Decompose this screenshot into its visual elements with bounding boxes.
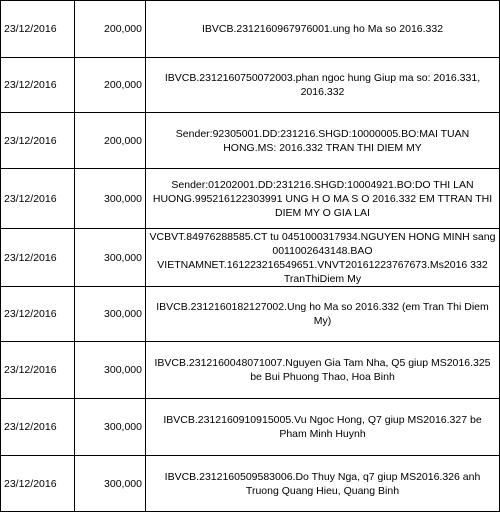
row-date: 23/12/2016 — [1, 169, 75, 229]
row-date: 23/12/2016 — [1, 342, 75, 399]
table-row — [1, 342, 500, 399]
table-row — [1, 58, 500, 113]
row-amount: 300,000 — [75, 169, 146, 229]
row-description: IBVCB.2312160750072003.phan ngoc hung Giup ma so: 2016.331, 2016.332 — [146, 58, 500, 113]
row-date: 23/12/2016 — [1, 113, 75, 169]
row-description: IBVCB.2312160910915005.Vu Ngoc Hong, Q7 giup MS2016.327 be Pham Minh Huynh — [146, 399, 500, 456]
table-row — [1, 456, 500, 512]
table-row — [1, 229, 500, 287]
row-date: 23/12/2016 — [1, 229, 75, 287]
row-date: 23/12/2016 — [1, 287, 75, 342]
table-row — [1, 1, 500, 58]
row-description: IBVCB.2312160967976001.ung ho Ma so 2016.332 — [146, 1, 500, 58]
row-amount: 300,000 — [75, 456, 146, 512]
table-row — [1, 287, 500, 342]
row-description: VCBVT.84976288585.CT tu 0451000317934.NGUYEN HONG MINH sang 0011002643148.BAO VIETNAMNET.161223216549651.VNVT20161223767673.Ms2016 332 TranThiDiem My — [146, 229, 500, 287]
table-row — [1, 113, 500, 169]
row-description: Sender:92305001.DD:231216.SHGD:10000005.BO:MAI TUAN HONG.MS: 2016.332 TRAN THI DIEM MY — [146, 113, 500, 169]
row-amount: 300,000 — [75, 229, 146, 287]
row-description: Sender:01202001.DD:231216.SHGD:10004921.BO:DO THI LAN HUONG.995216122303991 UNG H O MA S O 2016.332 EM TTRAN THI DIEM MY O GIA LAI — [146, 169, 500, 229]
row-amount: 200,000 — [75, 58, 146, 113]
row-description: IBVCB.2312160048071007.Nguyen Gia Tam Nha, Q5 giup MS2016.325 be Bui Phuong Thao, Hoa Binh — [146, 342, 500, 399]
row-amount: 300,000 — [75, 287, 146, 342]
table-row — [1, 169, 500, 229]
row-date: 23/12/2016 — [1, 399, 75, 456]
row-description: IBVCB.2312160182127002.Ung ho Ma so 2016.332 (em Tran Thi Diem My) — [146, 287, 500, 342]
row-date: 23/12/2016 — [1, 58, 75, 113]
row-date: 23/12/2016 — [1, 1, 75, 58]
row-amount: 200,000 — [75, 113, 146, 169]
row-description: IBVCB.2312160509583006.Do Thuy Nga, q7 giup MS2016.326 anh Truong Quang Hieu, Quang Binh — [146, 456, 500, 512]
row-amount: 300,000 — [75, 342, 146, 399]
row-amount: 300,000 — [75, 399, 146, 456]
row-date: 23/12/2016 — [1, 456, 75, 512]
table-row — [1, 399, 500, 456]
row-amount: 200,000 — [75, 1, 146, 58]
